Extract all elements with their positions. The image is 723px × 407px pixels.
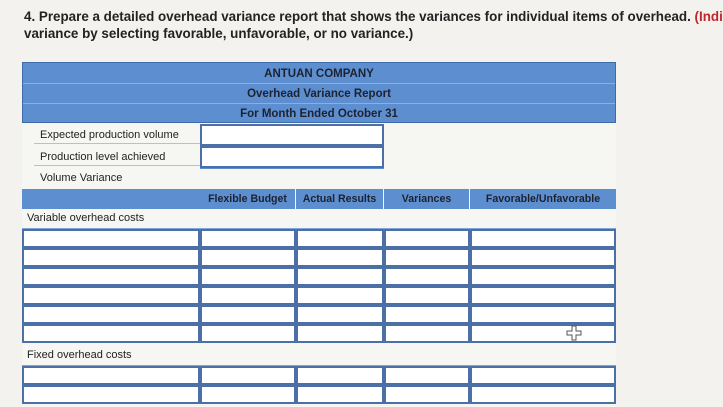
- cost-item[interactable]: [22, 286, 200, 305]
- column-variances: Variances: [384, 189, 470, 209]
- column-flexible-budget: Flexible Budget: [200, 189, 296, 209]
- actual-results-cell[interactable]: [296, 385, 384, 404]
- flexible-budget-cell[interactable]: [200, 248, 296, 267]
- cost-item[interactable]: [22, 385, 200, 404]
- variance-cell[interactable]: [384, 385, 470, 404]
- favorable-unfavorable-cell[interactable]: [470, 385, 616, 404]
- header-divider: [23, 103, 615, 104]
- question-text: [24, 8, 723, 42]
- question-line-2: variance by selecting favorable, unfavorable, or no variance.): [24, 26, 414, 41]
- favorable-unfavorable-cell[interactable]: [470, 324, 616, 343]
- favorable-unfavorable-cell[interactable]: [470, 366, 616, 385]
- actual-results-cell[interactable]: [296, 286, 384, 305]
- achieved-volume-row: [34, 146, 200, 166]
- flexible-budget-cell[interactable]: [200, 267, 296, 286]
- flexible-budget-cell[interactable]: [200, 366, 296, 385]
- favorable-unfavorable-cell[interactable]: [470, 305, 616, 324]
- variance-cell[interactable]: [384, 229, 470, 248]
- cost-item[interactable]: [22, 366, 200, 385]
- volume-variance-row: [34, 167, 200, 187]
- variance-cell[interactable]: [384, 305, 470, 324]
- actual-results-cell[interactable]: [296, 305, 384, 324]
- crosshair-cursor-icon: [566, 325, 582, 346]
- favorable-unfavorable-cell[interactable]: [470, 286, 616, 305]
- achieved-volume-input[interactable]: [200, 146, 384, 168]
- variance-cell[interactable]: [384, 366, 470, 385]
- variance-cell[interactable]: [384, 286, 470, 305]
- achieved-volume-label: Production level achieved: [40, 151, 166, 163]
- fixed-overhead-label: Fixed overhead costs: [27, 349, 132, 361]
- actual-results-cell[interactable]: [296, 366, 384, 385]
- report-period: For Month Ended October 31: [240, 108, 398, 120]
- favorable-unfavorable-cell[interactable]: [470, 229, 616, 248]
- volume-divider: [200, 168, 384, 169]
- variable-overhead-label: Variable overhead costs: [27, 212, 145, 224]
- expected-volume-row: [34, 124, 200, 144]
- column-header-spacer: [22, 189, 200, 209]
- favorable-unfavorable-cell[interactable]: [470, 267, 616, 286]
- expected-volume-label: Expected production volume: [40, 129, 179, 141]
- variance-cell[interactable]: [384, 248, 470, 267]
- actual-results-cell[interactable]: [296, 248, 384, 267]
- variance-cell[interactable]: [384, 324, 470, 343]
- cost-item[interactable]: [22, 229, 200, 248]
- actual-results-cell[interactable]: [296, 267, 384, 286]
- column-favorable-unfavorable: Favorable/Unfavorable: [470, 189, 616, 209]
- flexible-budget-cell[interactable]: [200, 229, 296, 248]
- question-line-1: 4. Prepare a detailed overhead variance report that shows the variances for individual items of overhead.: [24, 9, 691, 24]
- actual-results-cell[interactable]: [296, 229, 384, 248]
- cost-item[interactable]: [22, 248, 200, 267]
- actual-results-cell[interactable]: [296, 324, 384, 343]
- overhead-variance-report: [22, 62, 616, 407]
- volume-variance-label: Volume Variance: [40, 172, 123, 184]
- report-header: [22, 62, 616, 123]
- cost-item[interactable]: [22, 267, 200, 286]
- variance-cell[interactable]: [384, 267, 470, 286]
- cost-item[interactable]: [22, 324, 200, 343]
- favorable-unfavorable-cell[interactable]: [470, 248, 616, 267]
- flexible-budget-cell[interactable]: [200, 286, 296, 305]
- flexible-budget-cell[interactable]: [200, 385, 296, 404]
- expected-volume-input[interactable]: [200, 124, 384, 146]
- cost-item[interactable]: [22, 305, 200, 324]
- column-actual-results: Actual Results: [296, 189, 384, 209]
- company-name: ANTUAN COMPANY: [264, 68, 374, 80]
- flexible-budget-cell[interactable]: [200, 324, 296, 343]
- question-line-1-emphasis: (Indi: [694, 9, 723, 24]
- report-title: Overhead Variance Report: [247, 88, 391, 100]
- flexible-budget-cell[interactable]: [200, 305, 296, 324]
- header-divider: [23, 83, 615, 84]
